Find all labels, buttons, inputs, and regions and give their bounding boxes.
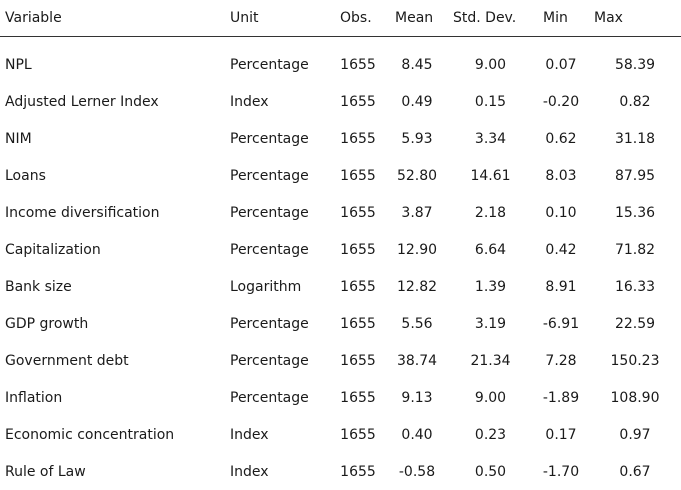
cell-mean: 9.13 (401, 389, 433, 406)
cell-unit: Percentage (230, 241, 309, 258)
table-row (0, 379, 681, 416)
cell-std-dev: 3.34 (474, 130, 507, 147)
cell-max: 0.97 (619, 426, 651, 443)
cell-mean: 5.56 (401, 315, 433, 332)
table-row (0, 157, 681, 194)
header-spacer (0, 37, 681, 47)
cell-min: -1.70 (542, 463, 580, 480)
cell-mean: 5.93 (401, 130, 433, 147)
cell-max: 22.59 (614, 315, 656, 332)
cell-variable: Rule of Law (5, 463, 86, 480)
cell-obs: 1655 (340, 93, 376, 110)
cell-unit: Percentage (230, 315, 309, 332)
cell-variable: Adjusted Lerner Index (5, 93, 159, 110)
cell-unit: Index (230, 463, 269, 480)
cell-min: 0.07 (545, 56, 577, 73)
cell-std-dev: 6.64 (474, 241, 507, 258)
cell-min: -1.89 (542, 389, 580, 406)
table-row (0, 453, 681, 490)
cell-mean: 3.87 (401, 204, 433, 221)
header-row (0, 0, 681, 37)
cell-std-dev: 3.19 (474, 315, 507, 332)
cell-std-dev: 9.00 (474, 56, 507, 73)
table-header (0, 0, 681, 37)
cell-max: 71.82 (614, 241, 656, 258)
cell-std-dev: 21.34 (470, 352, 511, 369)
cell-mean: 38.74 (396, 352, 438, 369)
cell-variable: Government debt (5, 352, 129, 369)
cell-obs: 1655 (340, 315, 376, 332)
cell-max: 16.33 (614, 278, 656, 295)
cell-obs: 1655 (340, 463, 376, 480)
cell-mean: 0.40 (401, 426, 433, 443)
cell-max: 31.18 (614, 130, 656, 147)
cell-min: 0.42 (545, 241, 577, 258)
cell-obs: 1655 (340, 204, 376, 221)
cell-unit: Percentage (230, 130, 309, 147)
cell-std-dev: 0.23 (474, 426, 507, 443)
cell-variable: Economic concentration (5, 426, 175, 443)
cell-variable: Inflation (5, 389, 63, 406)
cell-min: 8.03 (545, 167, 577, 184)
cell-unit: Percentage (230, 167, 309, 184)
table-row (0, 194, 681, 231)
cell-variable: NIM (5, 130, 32, 147)
table-row (0, 231, 681, 268)
cell-unit: Percentage (230, 389, 309, 406)
table-row (0, 120, 681, 157)
cell-std-dev: 9.00 (474, 389, 507, 406)
header-obs: Obs. (340, 10, 372, 26)
header-unit: Unit (230, 10, 259, 26)
cell-std-dev: 1.39 (474, 278, 507, 295)
cell-obs: 1655 (340, 56, 376, 73)
table-row (0, 268, 681, 305)
cell-unit: Percentage (230, 352, 309, 369)
cell-std-dev: 14.61 (470, 167, 511, 184)
header-std-dev: Std. Dev. (453, 10, 517, 26)
cell-min: 0.10 (545, 204, 577, 221)
cell-unit: Percentage (230, 204, 309, 221)
cell-variable: Bank size (5, 278, 72, 295)
cell-mean: 12.90 (396, 241, 438, 258)
cell-min: -6.91 (542, 315, 580, 332)
table-row (0, 83, 681, 120)
cell-unit: Index (230, 426, 269, 443)
cell-obs: 1655 (340, 167, 376, 184)
header-mean: Mean (395, 10, 434, 26)
cell-mean: -0.58 (398, 463, 436, 480)
header-variable: Variable (5, 10, 62, 26)
cell-unit: Logarithm (230, 278, 302, 295)
table-row (0, 305, 681, 342)
cell-max: 15.36 (614, 204, 656, 221)
table-row (0, 342, 681, 379)
header-max: Max (594, 10, 623, 26)
cell-mean: 0.49 (401, 93, 433, 110)
cell-min: 8.91 (545, 278, 577, 295)
cell-max: 108.90 (610, 389, 660, 406)
table-row (0, 46, 681, 83)
cell-max: 0.67 (619, 463, 651, 480)
cell-mean: 8.45 (401, 56, 433, 73)
cell-min: 0.17 (545, 426, 577, 443)
cell-variable: Loans (5, 167, 46, 184)
table-body (0, 46, 681, 490)
cell-obs: 1655 (340, 130, 376, 147)
cell-unit: Percentage (230, 56, 309, 73)
cell-min: 7.28 (545, 352, 577, 369)
header-min: Min (543, 10, 568, 26)
cell-mean: 12.82 (396, 278, 438, 295)
cell-std-dev: 0.50 (474, 463, 507, 480)
cell-std-dev: 2.18 (474, 204, 507, 221)
cell-variable: Income diversification (5, 204, 160, 221)
cell-max: 150.23 (610, 352, 660, 369)
table-row (0, 416, 681, 453)
cell-std-dev: 0.15 (474, 93, 507, 110)
cell-unit: Index (230, 93, 269, 110)
cell-min: -0.20 (542, 93, 580, 110)
cell-mean: 52.80 (396, 167, 438, 184)
cell-variable: NPL (5, 56, 32, 73)
cell-obs: 1655 (340, 426, 376, 443)
cell-max: 58.39 (614, 56, 656, 73)
cell-max: 87.95 (614, 167, 656, 184)
cell-obs: 1655 (340, 352, 376, 369)
cell-variable: GDP growth (5, 315, 89, 332)
cell-obs: 1655 (340, 278, 376, 295)
cell-variable: Capitalization (5, 241, 101, 258)
cell-max: 0.82 (619, 93, 651, 110)
cell-obs: 1655 (340, 241, 376, 258)
cell-obs: 1655 (340, 389, 376, 406)
cell-min: 0.62 (545, 130, 577, 147)
